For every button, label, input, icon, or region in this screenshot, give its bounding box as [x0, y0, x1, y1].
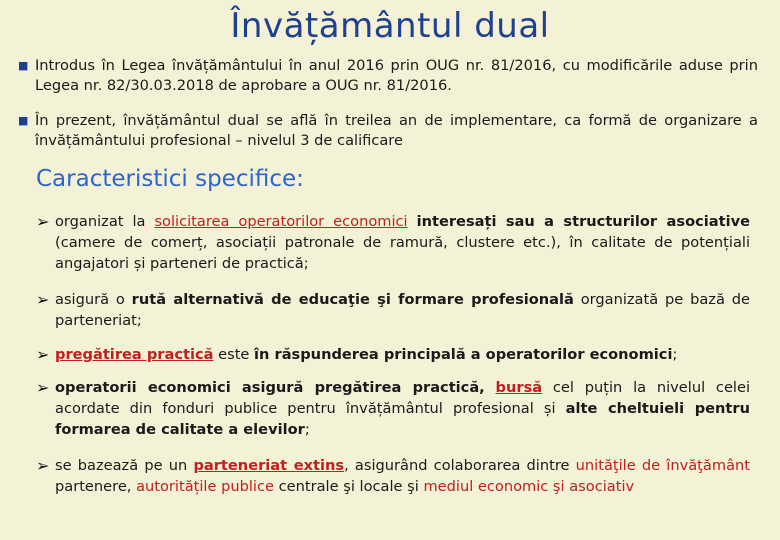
characteristic-text	[36, 344, 750, 365]
text-run: asigură o	[55, 291, 132, 308]
text-run: rută alternativă de educaţie şi formare profesională	[131, 291, 574, 308]
text-run: centrale şi locale şi	[273, 478, 424, 495]
characteristic-item	[36, 289, 750, 331]
text-run: ;	[304, 421, 310, 438]
text-run: solicitarea operatorilor economici	[154, 213, 408, 230]
text-run: operatorii economici asigură pregătirea practică,	[55, 379, 485, 396]
characteristic-item	[36, 211, 750, 274]
text-run	[485, 379, 496, 396]
arrow-bullet-icon: ➢	[36, 212, 50, 231]
text-run: se bazează pe un	[55, 457, 194, 474]
bullet-law-introduction	[18, 56, 758, 96]
characteristic-item	[36, 344, 750, 365]
text-run: interesați sau a structurilor asociative	[416, 213, 750, 230]
text-run: bursă	[495, 379, 543, 396]
text-run: pregătirea practică	[55, 346, 214, 363]
characteristic-text	[36, 377, 750, 440]
text-run: (camere de comerț, asociații patronale de ramură, clustere etc.), în calitate de potențiali angajatori și parteneri de practică;	[55, 234, 750, 272]
text-run: organizată pe bază de parteneriat;	[55, 291, 750, 329]
characteristic-item	[36, 377, 750, 440]
bullet-current-status	[18, 111, 758, 151]
characteristic-text	[36, 289, 750, 331]
text-run: este	[213, 346, 255, 363]
arrow-bullet-icon: ➢	[36, 290, 50, 309]
text-run: organizat la	[55, 213, 155, 230]
slide-title: Învățământul dual	[230, 6, 550, 46]
text-run	[408, 213, 417, 230]
text-run: parteneriat extins	[193, 457, 345, 474]
square-bullet-icon: ■	[18, 59, 29, 72]
text-run: cel puțin la nivelul celei acordate din fonduri publice pentru învățământul profesional și	[55, 379, 751, 417]
characteristic-item	[36, 455, 750, 497]
arrow-bullet-icon: ➢	[36, 378, 50, 397]
bullet-text: Introdus în Legea învățământului în anul 2016 prin OUG nr. 81/2016, cu modificările aduse prin Legea nr. 82/30.03.2018 de aprobare a OUG nr. 81/2016.	[35, 57, 758, 94]
section-heading: Caracteristici specifice:	[36, 166, 304, 192]
text-run: autoritățile publice	[136, 478, 274, 495]
text-run: , asigurând colaborarea dintre	[344, 457, 576, 474]
arrow-bullet-icon: ➢	[36, 345, 50, 364]
square-bullet-icon: ■	[18, 114, 29, 127]
text-run: partenere,	[55, 478, 137, 495]
text-run: mediul economic şi asociativ	[423, 478, 635, 495]
text-run: în răspunderea principală a operatorilor economici	[254, 346, 673, 363]
bullet-text: În prezent, învățământul dual se află în treilea an de implementare, ca formă de organizare a învățământului profesional – nivelul 3 de calificare	[35, 112, 758, 149]
arrow-bullet-icon: ➢	[36, 456, 50, 475]
text-run: ;	[672, 346, 678, 363]
text-run: unităţile de învăţământ	[575, 457, 750, 474]
characteristic-text	[36, 455, 750, 497]
text-run: alte cheltuieli pentru formarea de calitate a elevilor	[55, 400, 750, 438]
characteristic-text	[36, 211, 750, 274]
